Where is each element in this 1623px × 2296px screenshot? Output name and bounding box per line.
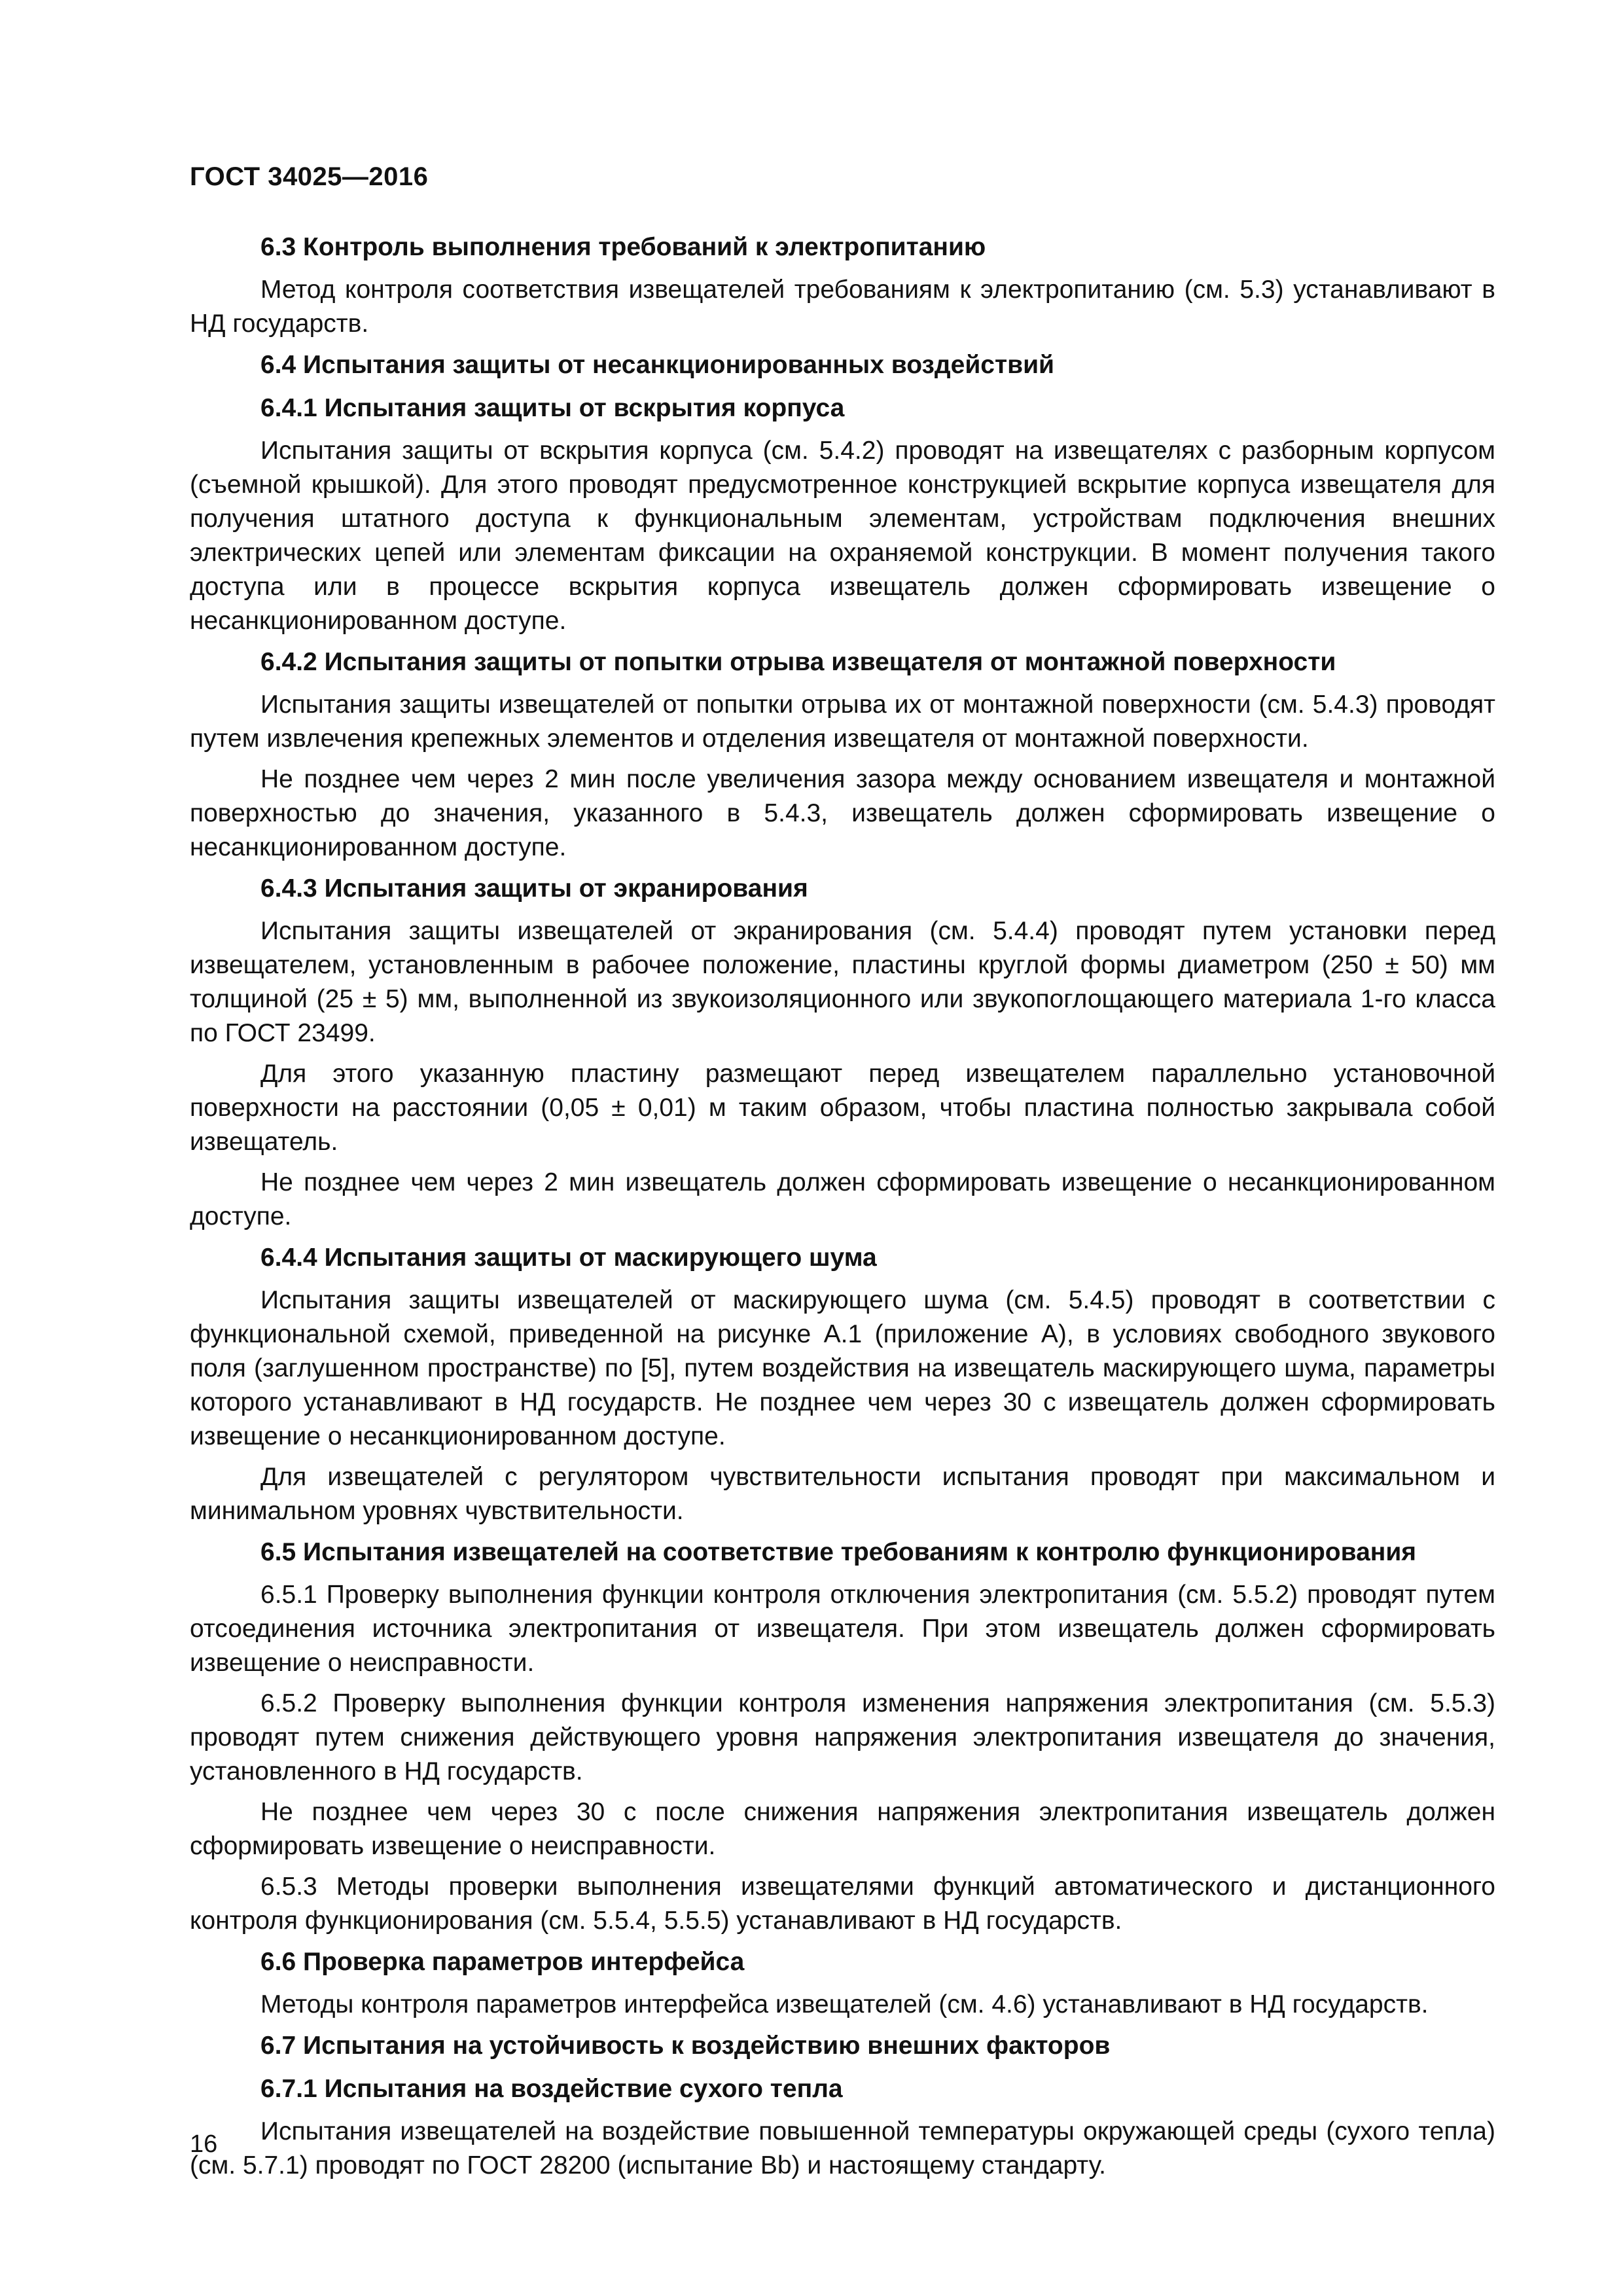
paragraph: Испытания защиты извещателей от маскирующего шума (см. 5.4.5) проводят в соответствии с функциональной схемой, приведенной на рисунке А.1 (приложение А), в условиях свободного звукового поля (заглушенном пространстве) по [5], путем воздействия на извещатель маскирующего шума, параметры которого устанавливают в НД государств. Не позднее чем через 30 с извещатель должен сформировать извещение о несанкционированном доступе. bbox=[190, 1286, 1495, 1450]
paragraph: Метод контроля соответствия извещателей требованиям к электропитанию (см. 5.3) устанавливают в НД государств. bbox=[190, 276, 1495, 338]
subsection-heading: 6.7.1 Испытания на воздействие сухого тепла bbox=[260, 2075, 843, 2103]
subsection-heading: 6.4.1 Испытания защиты от вскрытия корпуса bbox=[260, 394, 845, 422]
paragraph: Испытания извещателей на воздействие повышенной температуры окружающей среды (сухого тепла) (см. 5.7.1) проводят по ГОСТ 28200 (испытание Bb) и настоящему стандарту. bbox=[190, 2117, 1495, 2179]
subsection-heading: 6.4.4 Испытания защиты от маскирующего шума bbox=[260, 1244, 877, 1272]
paragraph: 6.5.1 Проверку выполнения функции контроля отключения электропитания (см. 5.5.2) проводят путем отсоединения источника электропитания от извещателя. При этом извещатель должен сформировать извещение о неисправности. bbox=[190, 1581, 1495, 1677]
subsection-heading: 6.4.2 Испытания защиты от попытки отрыва извещателя от монтажной поверхности bbox=[260, 648, 1336, 676]
document-page bbox=[190, 0, 1495, 2296]
paragraph: 6.5.3 Методы проверки выполнения извещателями функций автоматического и дистанционного контроля функционирования (см. 5.5.4, 5.5.5) устанавливают в НД государств. bbox=[190, 1873, 1495, 1935]
paragraph: Не позднее чем через 2 мин извещатель должен сформировать извещение о несанкционированном доступе. bbox=[190, 1168, 1495, 1230]
paragraph: Для этого указанную пластину размещают перед извещателем параллельно установочной поверхности на расстоянии (0,05 ± 0,01) м таким образом, чтобы пластина полностью закрывала собой извещатель. bbox=[190, 1060, 1495, 1156]
section-heading: 6.6 Проверка параметров интерфейса bbox=[260, 1948, 745, 1976]
section-heading: 6.5 Испытания извещателей на соответствие требованиям к контролю функционирования bbox=[260, 1538, 1417, 1566]
subsection-heading: 6.4.3 Испытания защиты от экранирования bbox=[260, 874, 808, 903]
paragraph: Испытания защиты извещателей от экранирования (см. 5.4.4) проводят путем установки перед извещателем, установленным в рабочее положение, пластины круглой формы диаметром (250 ± 50) мм толщиной (25 ± 5) мм, выполненной из звукоизоляционного или звукопоглощающего материала 1-го класса по ГОСТ 23499. bbox=[190, 917, 1495, 1047]
section-heading: 6.7 Испытания на устойчивость к воздействию внешних факторов bbox=[260, 2032, 1111, 2060]
section-heading: 6.4 Испытания защиты от несанкционированных воздействий bbox=[260, 351, 1055, 379]
paragraph: Не позднее чем через 30 с после снижения напряжения электропитания извещатель должен сформировать извещение о неисправности. bbox=[190, 1798, 1495, 1860]
page-number: 16 bbox=[190, 2130, 218, 2158]
paragraph: Испытания защиты извещателей от попытки отрыва их от монтажной поверхности (см. 5.4.3) проводят путем извлечения крепежных элементов и отделения извещателя от монтажной поверхности. bbox=[190, 691, 1495, 753]
section-heading: 6.3 Контроль выполнения требований к электропитанию bbox=[260, 233, 986, 261]
standard-header: ГОСТ 34025—2016 bbox=[190, 162, 429, 191]
paragraph: 6.5.2 Проверку выполнения функции контроля изменения напряжения электропитания (см. 5.5.3) проводят путем снижения действующего уровня напряжения электропитания извещателя до значения, установленного в НД государств. bbox=[190, 1689, 1495, 1785]
paragraph: Испытания защиты от вскрытия корпуса (см. 5.4.2) проводят на извещателях с разборным корпусом (съемной крышкой). Для этого проводят предусмотренное конструкцией вскрытие корпуса извещателя для получения штатного доступа к функциональным элементам, устройствам подключения внешних электрических цепей или элементам фиксации на охраняемой конструкции. В момент получения такого доступа или в процессе вскрытия корпуса извещатель должен сформировать извещение о несанкционированном доступе. bbox=[190, 437, 1495, 635]
document-body bbox=[190, 226, 1495, 2189]
paragraph: Не позднее чем через 2 мин после увеличения зазора между основанием извещателя и монтажной поверхностью до значения, указанного в 5.4.3, извещатель должен сформировать извещение о несанкционированном доступе. bbox=[190, 765, 1495, 861]
paragraph: Для извещателей с регулятором чувствительности испытания проводят при максимальном и минимальном уровнях чувствительности. bbox=[190, 1463, 1495, 1525]
paragraph: Методы контроля параметров интерфейса извещателей (см. 4.6) устанавливают в НД государств. bbox=[260, 1990, 1429, 2018]
